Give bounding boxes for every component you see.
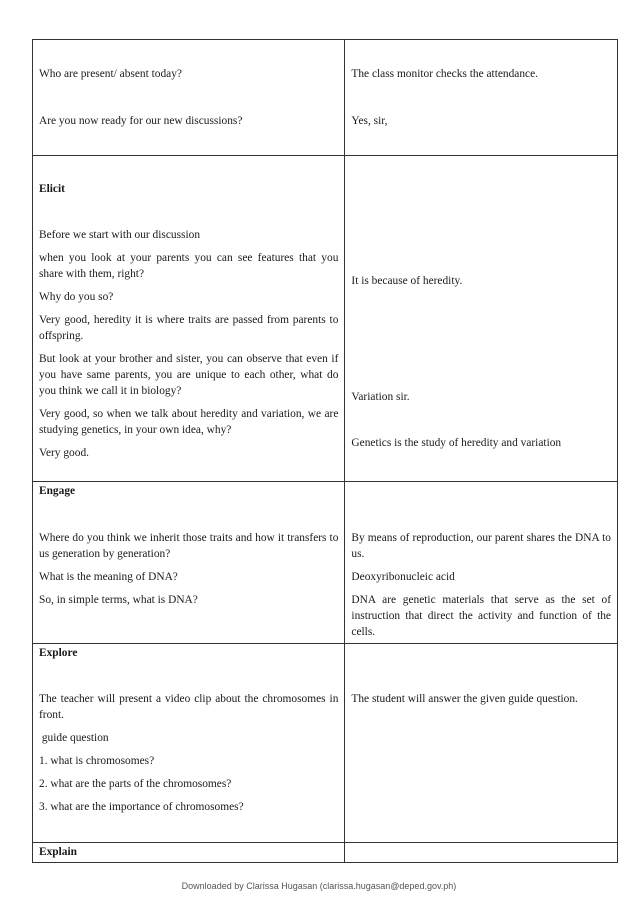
student-cell <box>345 482 618 644</box>
student-line: The class monitor checks the attendance. <box>351 68 539 80</box>
student-cell <box>345 843 618 863</box>
lesson-plan-table <box>32 39 618 863</box>
teacher-line: 2. what are the parts of the chromosomes? <box>39 778 232 790</box>
student-cell <box>345 156 618 482</box>
download-footer: Downloaded by Clarissa Hugasan (clarissa.hugasan@deped.gov.ph) <box>181 881 457 891</box>
table-row <box>33 40 618 156</box>
student-line: Genetics is the study of heredity and variation <box>351 437 562 449</box>
student-line: The student will answer the given guide question. <box>351 693 578 705</box>
student-line: It is because of heredity. <box>351 275 463 287</box>
teacher-line: Who are present/ absent today? <box>39 68 182 80</box>
teacher-line: 3. what are the importance of chromosomes? <box>39 801 244 813</box>
teacher-line: So, in simple terms, what is DNA? <box>39 594 198 606</box>
teacher-line: when you look at your parents you can see features that you share with them, right? <box>39 252 339 280</box>
section-heading-elicit: Elicit <box>39 183 65 195</box>
table-row <box>33 482 618 644</box>
student-line: Variation sir. <box>351 391 410 403</box>
teacher-line: The teacher will present a video clip about the chromosomes in front. <box>39 693 339 721</box>
section-heading-engage: Engage <box>39 485 76 497</box>
student-line: By means of reproduction, our parent shares the DNA to us. <box>351 532 611 560</box>
teacher-cell <box>33 644 345 843</box>
teacher-line: guide question <box>39 732 109 744</box>
student-cell <box>345 40 618 156</box>
table-row <box>33 156 618 482</box>
teacher-line: Before we start with our discussion <box>39 229 201 241</box>
student-cell <box>345 644 618 843</box>
student-line: Yes, sir, <box>351 115 388 127</box>
teacher-cell <box>33 40 345 156</box>
teacher-cell <box>33 156 345 482</box>
section-heading-explain: Explain <box>39 846 77 858</box>
teacher-line: Very good, heredity it is where traits are passed from parents to offspring. <box>39 314 339 342</box>
teacher-line: Very good, so when we talk about heredity and variation, we are studying genetics, in your own idea, why? <box>39 408 339 436</box>
teacher-line: What is the meaning of DNA? <box>39 571 178 583</box>
table-row <box>33 843 618 863</box>
teacher-line: Are you now ready for our new discussions? <box>39 115 243 127</box>
teacher-line: Very good. <box>39 447 89 459</box>
teacher-line: Why do you so? <box>39 291 114 303</box>
student-line: DNA are genetic materials that serve as the set of instruction that direct the activity and function of the cells. <box>351 594 611 638</box>
student-line: Deoxyribonucleic acid <box>351 571 455 583</box>
section-heading-explore: Explore <box>39 647 78 659</box>
teacher-line: Where do you think we inherit those traits and how it transfers to us generation by generation? <box>39 532 339 560</box>
teacher-line: But look at your brother and sister, you can observe that even if you have same parents, you are unique to each other, what do you think we call it in biology? <box>39 353 339 397</box>
teacher-cell <box>33 843 345 863</box>
table-row <box>33 644 618 843</box>
teacher-line: 1. what is chromosomes? <box>39 755 155 767</box>
teacher-cell <box>33 482 345 644</box>
